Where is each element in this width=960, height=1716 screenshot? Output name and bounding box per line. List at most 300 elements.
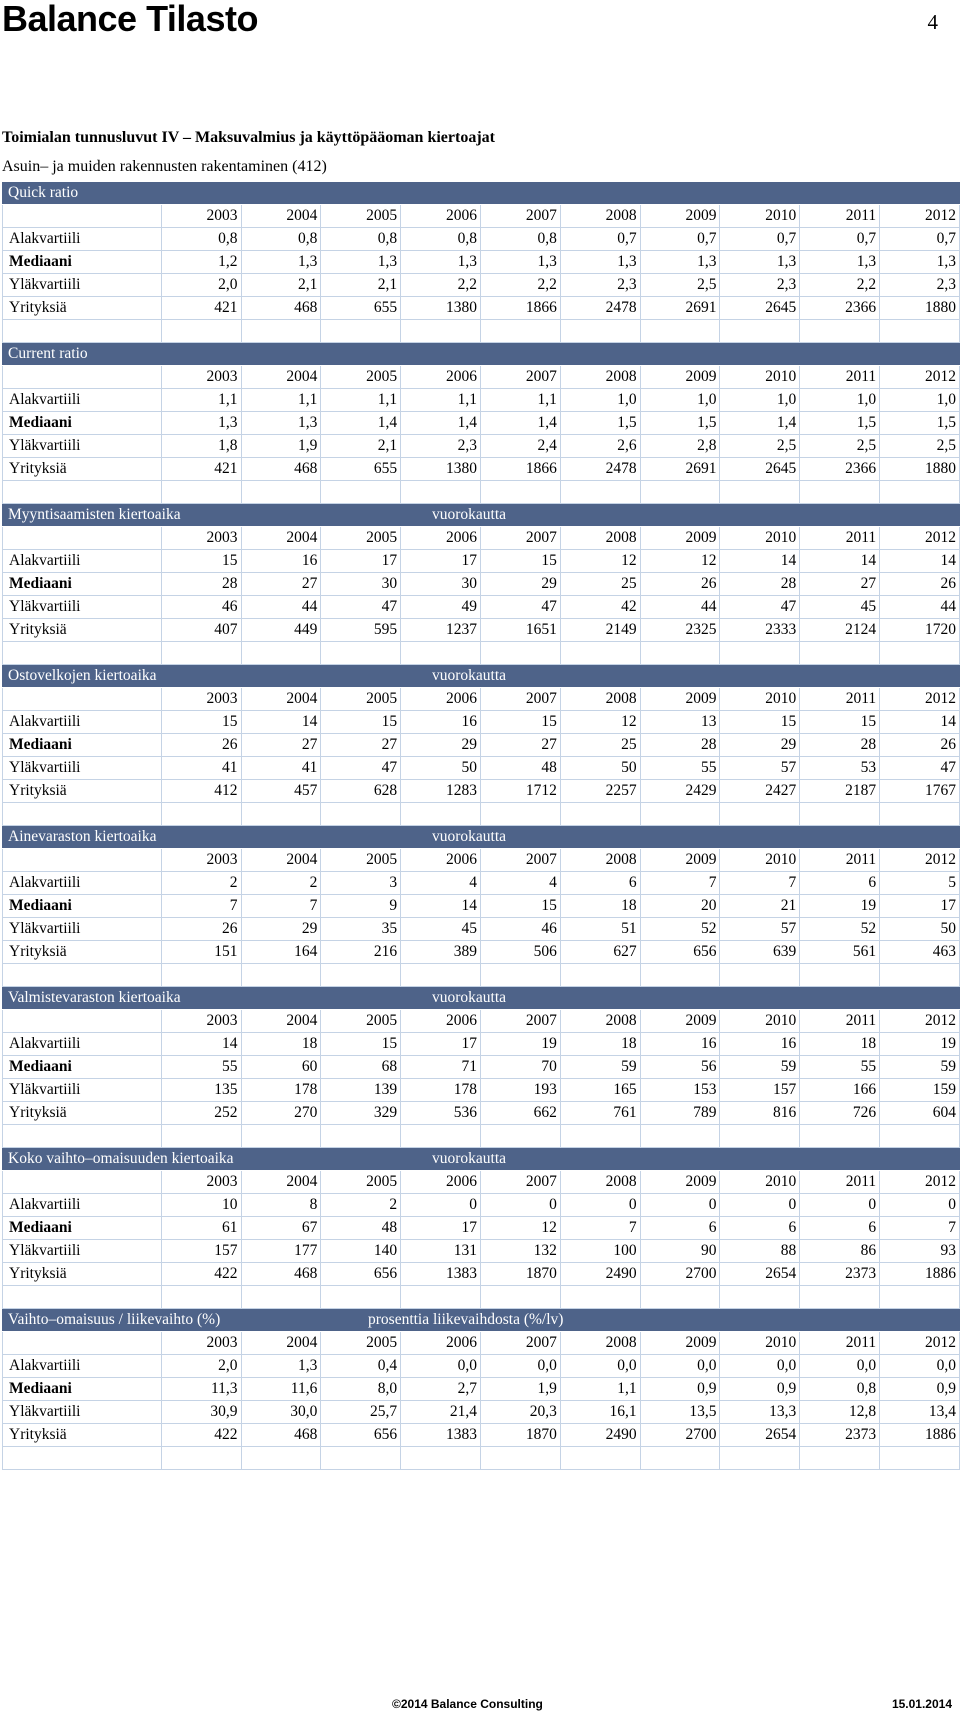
value-cell: 1,1 (242, 389, 322, 412)
value-cell: 1380 (401, 297, 481, 320)
value-cell: 2,0 (162, 1355, 242, 1378)
value-cell: 16 (401, 711, 481, 734)
value-cell: 93 (880, 1240, 960, 1263)
value-cell: 1870 (481, 1424, 561, 1447)
value-cell: 0,4 (321, 1355, 401, 1378)
value-cell: 1,3 (242, 251, 322, 274)
row-label: Mediaani (2, 251, 162, 274)
section-header (2, 343, 960, 366)
value-cell: 1383 (401, 1424, 481, 1447)
row-label: Yläkvartiili (2, 1079, 162, 1102)
spacer-cell (162, 803, 242, 826)
value-cell: 1,3 (800, 251, 880, 274)
section-unit: prosenttia liikevaihdosta (%/lv) (368, 1311, 564, 1328)
year-row (2, 1010, 960, 1033)
year-cell: 2007 (481, 849, 561, 872)
value-cell: 46 (481, 918, 561, 941)
spacer-cell (880, 803, 960, 826)
value-cell: 0,0 (561, 1355, 641, 1378)
value-cell: 166 (800, 1079, 880, 1102)
spacer-cell (720, 320, 800, 343)
value-cell: 15 (481, 895, 561, 918)
table-row (2, 389, 960, 412)
year-cell: 2006 (401, 366, 481, 389)
value-cell: 2427 (720, 780, 800, 803)
table-row (2, 1378, 960, 1401)
value-cell: 140 (321, 1240, 401, 1263)
value-cell: 13,4 (880, 1401, 960, 1424)
year-cell: 2005 (321, 527, 401, 550)
year-cell: 2011 (800, 1010, 880, 1033)
year-cell: 2007 (481, 688, 561, 711)
value-cell: 1,3 (401, 251, 481, 274)
table-row (2, 1033, 960, 1056)
value-cell: 656 (321, 1424, 401, 1447)
value-cell: 1866 (481, 297, 561, 320)
value-cell: 14 (880, 711, 960, 734)
table-row (2, 251, 960, 274)
value-cell: 1,0 (561, 389, 641, 412)
value-cell: 6 (720, 1217, 800, 1240)
value-cell: 1,5 (880, 412, 960, 435)
value-cell: 135 (162, 1079, 242, 1102)
spacer-cell (481, 1447, 561, 1470)
value-cell: 21 (720, 895, 800, 918)
value-cell: 7 (242, 895, 322, 918)
year-cell: 2003 (162, 366, 242, 389)
spacer-cell (162, 481, 242, 504)
value-cell: 2,5 (641, 274, 721, 297)
year-row (2, 1171, 960, 1194)
value-cell: 2373 (800, 1263, 880, 1286)
value-cell: 164 (242, 941, 322, 964)
value-cell: 28 (162, 573, 242, 596)
year-row (2, 527, 960, 550)
value-cell: 14 (800, 550, 880, 573)
value-cell: 1,3 (641, 251, 721, 274)
value-cell: 26 (880, 573, 960, 596)
row-label: Mediaani (2, 734, 162, 757)
year-cell: 2012 (880, 1332, 960, 1355)
table-row (2, 1102, 960, 1125)
value-cell: 270 (242, 1102, 322, 1125)
value-cell: 100 (561, 1240, 641, 1263)
value-cell: 30,0 (242, 1401, 322, 1424)
spacer-cell (401, 1125, 481, 1148)
value-cell: 14 (242, 711, 322, 734)
table-row (2, 435, 960, 458)
value-cell: 15 (162, 550, 242, 573)
year-cell: 2008 (561, 366, 641, 389)
year-cell: 2010 (720, 1010, 800, 1033)
value-cell: 151 (162, 941, 242, 964)
spacer-cell (481, 320, 561, 343)
spacer-cell (720, 642, 800, 665)
row-label: Alakvartiili (2, 389, 162, 412)
year-cell: 2006 (401, 1171, 481, 1194)
value-cell: 1,9 (242, 435, 322, 458)
value-cell: 2,4 (481, 435, 561, 458)
value-cell: 59 (880, 1056, 960, 1079)
section-title: Koko vaihto–omaisuuden kiertoaika (8, 1150, 234, 1167)
value-cell: 0,8 (321, 228, 401, 251)
spacer-cell (401, 964, 481, 987)
value-cell: 2478 (561, 297, 641, 320)
value-cell: 2,3 (720, 274, 800, 297)
row-label-empty (2, 1010, 162, 1033)
spacer-cell (880, 481, 960, 504)
value-cell: 50 (401, 757, 481, 780)
value-cell: 2700 (641, 1263, 721, 1286)
value-cell: 1,4 (481, 412, 561, 435)
spacer-cell (481, 481, 561, 504)
year-cell: 2010 (720, 688, 800, 711)
value-cell: 2429 (641, 780, 721, 803)
row-label: Yläkvartiili (2, 596, 162, 619)
value-cell: 28 (800, 734, 880, 757)
value-cell: 165 (561, 1079, 641, 1102)
year-cell: 2006 (401, 849, 481, 872)
value-cell: 4 (401, 872, 481, 895)
value-cell: 421 (162, 297, 242, 320)
value-cell: 9 (321, 895, 401, 918)
year-cell: 2008 (561, 1332, 641, 1355)
spacer-cell (641, 1125, 721, 1148)
value-cell: 12 (561, 550, 641, 573)
spacer-cell (481, 964, 561, 987)
value-cell: 1,4 (401, 412, 481, 435)
spacer-cell (800, 1447, 880, 1470)
value-cell: 0,9 (641, 1378, 721, 1401)
value-cell: 16 (641, 1033, 721, 1056)
spacer-cell (561, 964, 641, 987)
year-cell: 2009 (641, 1171, 721, 1194)
spacer-cell (880, 320, 960, 343)
value-cell: 157 (162, 1240, 242, 1263)
value-cell: 0,7 (800, 228, 880, 251)
value-cell: 17 (401, 1033, 481, 1056)
row-label: Yrityksiä (2, 941, 162, 964)
year-cell: 2006 (401, 527, 481, 550)
value-cell: 55 (162, 1056, 242, 1079)
spacer-cell (2, 803, 162, 826)
spacer-cell (2, 1447, 162, 1470)
spacer-cell (641, 964, 721, 987)
spacer-cell (800, 642, 880, 665)
spacer-cell (880, 964, 960, 987)
spacer-cell (162, 1286, 242, 1309)
spacer-cell (242, 642, 322, 665)
value-cell: 19 (800, 895, 880, 918)
value-cell: 662 (481, 1102, 561, 1125)
value-cell: 41 (242, 757, 322, 780)
value-cell: 2,3 (401, 435, 481, 458)
table-row (2, 711, 960, 734)
value-cell: 0 (481, 1194, 561, 1217)
year-cell: 2009 (641, 849, 721, 872)
spacer-cell (641, 803, 721, 826)
spacer-cell (720, 803, 800, 826)
spacer-cell (2, 1125, 162, 1148)
value-cell: 20 (641, 895, 721, 918)
year-cell: 2008 (561, 1010, 641, 1033)
value-cell: 28 (641, 734, 721, 757)
spacer-cell (2, 964, 162, 987)
year-cell: 2005 (321, 205, 401, 228)
year-cell: 2009 (641, 688, 721, 711)
value-cell: 2,2 (800, 274, 880, 297)
value-cell: 16 (720, 1033, 800, 1056)
year-cell: 2004 (242, 1010, 322, 1033)
year-cell: 2010 (720, 527, 800, 550)
value-cell: 1,1 (401, 389, 481, 412)
value-cell: 2 (242, 872, 322, 895)
year-row (2, 1332, 960, 1355)
value-cell: 159 (880, 1079, 960, 1102)
spacer-cell (321, 803, 401, 826)
section-header (2, 504, 960, 527)
spacer-cell (2, 642, 162, 665)
year-cell: 2004 (242, 366, 322, 389)
value-cell: 2,3 (880, 274, 960, 297)
value-cell: 53 (800, 757, 880, 780)
value-cell: 0 (561, 1194, 641, 1217)
value-cell: 25 (561, 573, 641, 596)
value-cell: 595 (321, 619, 401, 642)
value-cell: 1,5 (800, 412, 880, 435)
value-cell: 15 (481, 711, 561, 734)
value-cell: 1,3 (242, 1355, 322, 1378)
spacer-cell (481, 1125, 561, 1148)
spacer-cell (880, 1125, 960, 1148)
spacer-cell (561, 481, 641, 504)
year-cell: 2006 (401, 688, 481, 711)
year-cell: 2006 (401, 1332, 481, 1355)
value-cell: 47 (481, 596, 561, 619)
year-cell: 2003 (162, 849, 242, 872)
value-cell: 86 (800, 1240, 880, 1263)
value-cell: 1,0 (720, 389, 800, 412)
section-unit: vuorokautta (432, 1150, 507, 1167)
year-cell: 2008 (561, 1171, 641, 1194)
value-cell: 2,2 (401, 274, 481, 297)
table-row (2, 573, 960, 596)
value-cell: 45 (401, 918, 481, 941)
value-cell: 6 (641, 1217, 721, 1240)
value-cell: 68 (321, 1056, 401, 1079)
spacer-cell (162, 964, 242, 987)
value-cell: 49 (401, 596, 481, 619)
value-cell: 1880 (880, 458, 960, 481)
row-label: Alakvartiili (2, 550, 162, 573)
value-cell: 11,6 (242, 1378, 322, 1401)
value-cell: 15 (321, 711, 401, 734)
value-cell: 16 (242, 550, 322, 573)
value-cell: 536 (401, 1102, 481, 1125)
value-cell: 1880 (880, 297, 960, 320)
value-cell: 1,1 (321, 389, 401, 412)
row-label: Yläkvartiili (2, 1240, 162, 1263)
value-cell: 50 (561, 757, 641, 780)
table-row (2, 918, 960, 941)
row-label: Yrityksiä (2, 297, 162, 320)
value-cell: 1237 (401, 619, 481, 642)
value-cell: 29 (242, 918, 322, 941)
row-label: Alakvartiili (2, 711, 162, 734)
value-cell: 35 (321, 918, 401, 941)
section-unit: vuorokautta (432, 989, 507, 1006)
value-cell: 17 (321, 550, 401, 573)
row-label-empty (2, 688, 162, 711)
value-cell: 47 (880, 757, 960, 780)
value-cell: 407 (162, 619, 242, 642)
value-cell: 468 (242, 297, 322, 320)
table-row (2, 1263, 960, 1286)
spacer-cell (720, 481, 800, 504)
value-cell: 18 (561, 895, 641, 918)
year-cell: 2004 (242, 849, 322, 872)
year-cell: 2011 (800, 527, 880, 550)
value-cell: 55 (641, 757, 721, 780)
value-cell: 21,4 (401, 1401, 481, 1424)
value-cell: 1,3 (242, 412, 322, 435)
year-cell: 2006 (401, 205, 481, 228)
section-title: Ainevaraston kiertoaika (8, 828, 157, 845)
table-row (2, 619, 960, 642)
value-cell: 57 (720, 918, 800, 941)
value-cell: 561 (800, 941, 880, 964)
value-cell: 656 (641, 941, 721, 964)
value-cell: 2325 (641, 619, 721, 642)
year-cell: 2003 (162, 527, 242, 550)
value-cell: 2478 (561, 458, 641, 481)
value-cell: 627 (561, 941, 641, 964)
spacer-cell (800, 1286, 880, 1309)
table-row (2, 550, 960, 573)
value-cell: 19 (880, 1033, 960, 1056)
value-cell: 26 (641, 573, 721, 596)
value-cell: 2,1 (321, 274, 401, 297)
value-cell: 20,3 (481, 1401, 561, 1424)
value-cell: 2124 (800, 619, 880, 642)
value-cell: 0,9 (880, 1378, 960, 1401)
value-cell: 15 (720, 711, 800, 734)
spacer-cell (162, 320, 242, 343)
row-label: Mediaani (2, 412, 162, 435)
value-cell: 2,2 (481, 274, 561, 297)
value-cell: 1,5 (561, 412, 641, 435)
year-row (2, 849, 960, 872)
table-row (2, 1424, 960, 1447)
value-cell: 2645 (720, 297, 800, 320)
spacer-cell (2, 481, 162, 504)
report-title: Toimialan tunnusluvut IV – Maksuvalmius ja käyttöpääoman kiertoajat (2, 129, 495, 146)
table-row (2, 297, 960, 320)
year-cell: 2009 (641, 1332, 721, 1355)
value-cell: 13 (641, 711, 721, 734)
row-label: Yläkvartiili (2, 1401, 162, 1424)
row-label: Yrityksiä (2, 1424, 162, 1447)
value-cell: 0,0 (880, 1355, 960, 1378)
year-cell: 2011 (800, 688, 880, 711)
value-cell: 2,6 (561, 435, 641, 458)
value-cell: 468 (242, 1263, 322, 1286)
value-cell: 2 (321, 1194, 401, 1217)
value-cell: 2 (162, 872, 242, 895)
value-cell: 216 (321, 941, 401, 964)
value-cell: 12,8 (800, 1401, 880, 1424)
spacer-cell (720, 1286, 800, 1309)
row-label: Mediaani (2, 573, 162, 596)
section-title: Myyntisaamisten kiertoaika (8, 506, 181, 523)
value-cell: 15 (162, 711, 242, 734)
value-cell: 7 (641, 872, 721, 895)
row-label: Mediaani (2, 1378, 162, 1401)
spacer-cell (401, 803, 481, 826)
year-cell: 2012 (880, 527, 960, 550)
value-cell: 30 (401, 573, 481, 596)
value-cell: 6 (800, 872, 880, 895)
value-cell: 70 (481, 1056, 561, 1079)
value-cell: 27 (481, 734, 561, 757)
value-cell: 1,4 (720, 412, 800, 435)
value-cell: 1,4 (321, 412, 401, 435)
value-cell: 2645 (720, 458, 800, 481)
year-row (2, 205, 960, 228)
value-cell: 2,5 (800, 435, 880, 458)
table-row (2, 228, 960, 251)
value-cell: 26 (880, 734, 960, 757)
spacer-cell (162, 1125, 242, 1148)
year-cell: 2003 (162, 1332, 242, 1355)
year-cell: 2009 (641, 366, 721, 389)
value-cell: 1720 (880, 619, 960, 642)
value-cell: 422 (162, 1263, 242, 1286)
year-cell: 2011 (800, 205, 880, 228)
value-cell: 139 (321, 1079, 401, 1102)
spacer-cell (800, 803, 880, 826)
value-cell: 1,8 (162, 435, 242, 458)
spacer-cell (481, 803, 561, 826)
spacer-cell (2, 320, 162, 343)
spacer-cell (800, 481, 880, 504)
value-cell: 177 (242, 1240, 322, 1263)
spacer-cell (641, 1447, 721, 1470)
spacer-cell (641, 320, 721, 343)
value-cell: 178 (242, 1079, 322, 1102)
spacer-cell (242, 1125, 322, 1148)
value-cell: 1767 (880, 780, 960, 803)
value-cell: 27 (800, 573, 880, 596)
year-cell: 2011 (800, 849, 880, 872)
spacer-cell (561, 1286, 641, 1309)
section-title: Quick ratio (8, 184, 79, 201)
value-cell: 2691 (641, 297, 721, 320)
value-cell: 0,7 (880, 228, 960, 251)
value-cell: 0,0 (641, 1355, 721, 1378)
value-cell: 2,8 (641, 435, 721, 458)
spacer-cell (2, 1286, 162, 1309)
row-label: Yrityksiä (2, 1263, 162, 1286)
spacer-row (2, 803, 960, 826)
value-cell: 18 (800, 1033, 880, 1056)
value-cell: 29 (401, 734, 481, 757)
section-unit: vuorokautta (432, 828, 507, 845)
value-cell: 0,0 (401, 1355, 481, 1378)
value-cell: 639 (720, 941, 800, 964)
value-cell: 789 (641, 1102, 721, 1125)
value-cell: 41 (162, 757, 242, 780)
